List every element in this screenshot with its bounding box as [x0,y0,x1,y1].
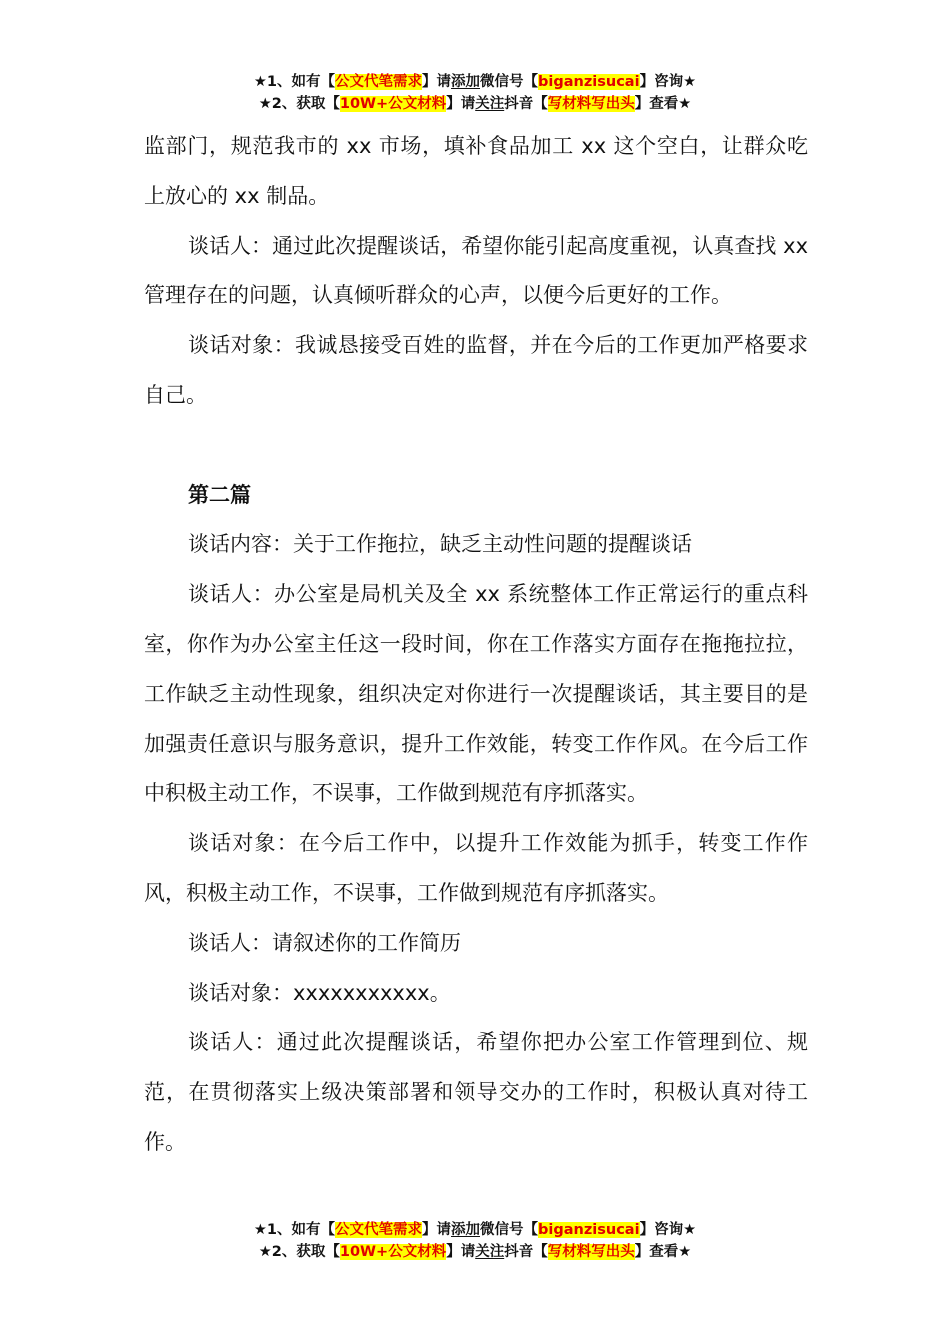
spacer [144,421,808,471]
paragraph: 监部门，规范我市的 xx 市场，填补食品加工 xx 这个空白，让群众吃上放心的 xx 制品。 [144,134,808,208]
paragraph: 谈话人：通过此次提醒谈话，希望你把办公室工作管理到位、规范，在贯彻落实上级决策部署和领导交办的工作时，积极认真对待工作。 [144,1030,808,1154]
document-body [144,122,808,1168]
paragraph: 谈话对象：我诚恳接受百姓的监督，并在今后的工作更加严格要求自己。 [144,333,808,407]
highlight-materials: 10W+公文材料 [339,1244,447,1260]
banner-line-1: ★1、如有【公文代笔需求】请添加微信号【biganzisucai】咨询★ [253,74,697,90]
section-heading: 第二篇 [188,482,251,507]
star-icon: ★ [258,96,272,112]
banner-line-2: ★2、获取【10W+公文材料】请关注抖音【写材料写出头】查看★ [258,1244,692,1260]
highlight-douyin: 写材料写出头 [547,1244,635,1260]
paragraph: 谈话人：办公室是局机关及全 xx 系统整体工作正常运行的重点科室，你作为办公室主任这一段时间，你在工作落实方面存在拖拖拉拉，工作缺乏主动性现象，组织决定对你进行一次提醒谈话，其主要目的是加强责任意识与服务意识，提升工作效能，转变工作作风。在今后工作中积极主动工作，不误事，工作做到规范有序抓落实。 [144,582,808,806]
star-icon: ★ [683,1222,697,1238]
star-icon: ★ [683,74,697,90]
highlight-douyin: 写材料写出头 [547,96,635,112]
paragraph: 谈话人：请叙述你的工作简历 [188,930,461,955]
paragraph: 谈话人：通过此次提醒谈话，希望你能引起高度重视，认真查找 xx 管理存在的问题，认真倾听群众的心声，以便今后更好的工作。 [144,233,808,308]
paragraph: 谈话内容：关于工作拖拉，缺乏主动性问题的提醒谈话 [188,532,692,557]
star-icon: ★ [678,1244,692,1260]
header-banner [0,71,950,115]
paragraph: 谈话对象：xxxxxxxxxxx。 [188,980,451,1005]
banner-line-2: ★2、获取【10W+公文材料】请关注抖音【写材料写出头】查看★ [258,96,692,112]
highlight-wechat-id: biganzisucai [538,74,640,90]
star-icon: ★ [253,74,267,90]
highlight-materials: 10W+公文材料 [339,96,447,112]
footer-banner [0,1219,950,1263]
highlight-service: 公文代笔需求 [335,74,423,90]
highlight-service: 公文代笔需求 [335,1222,423,1238]
paragraph: 谈话对象：在今后工作中，以提升工作效能为抓手，转变工作作风，积极主动工作，不误事，工作做到规范有序抓落实。 [144,831,808,905]
banner-line-1: ★1、如有【公文代笔需求】请添加微信号【biganzisucai】咨询★ [253,1222,697,1238]
star-icon: ★ [253,1222,267,1238]
star-icon: ★ [258,1244,272,1260]
star-icon: ★ [678,96,692,112]
highlight-wechat-id: biganzisucai [538,1222,640,1238]
